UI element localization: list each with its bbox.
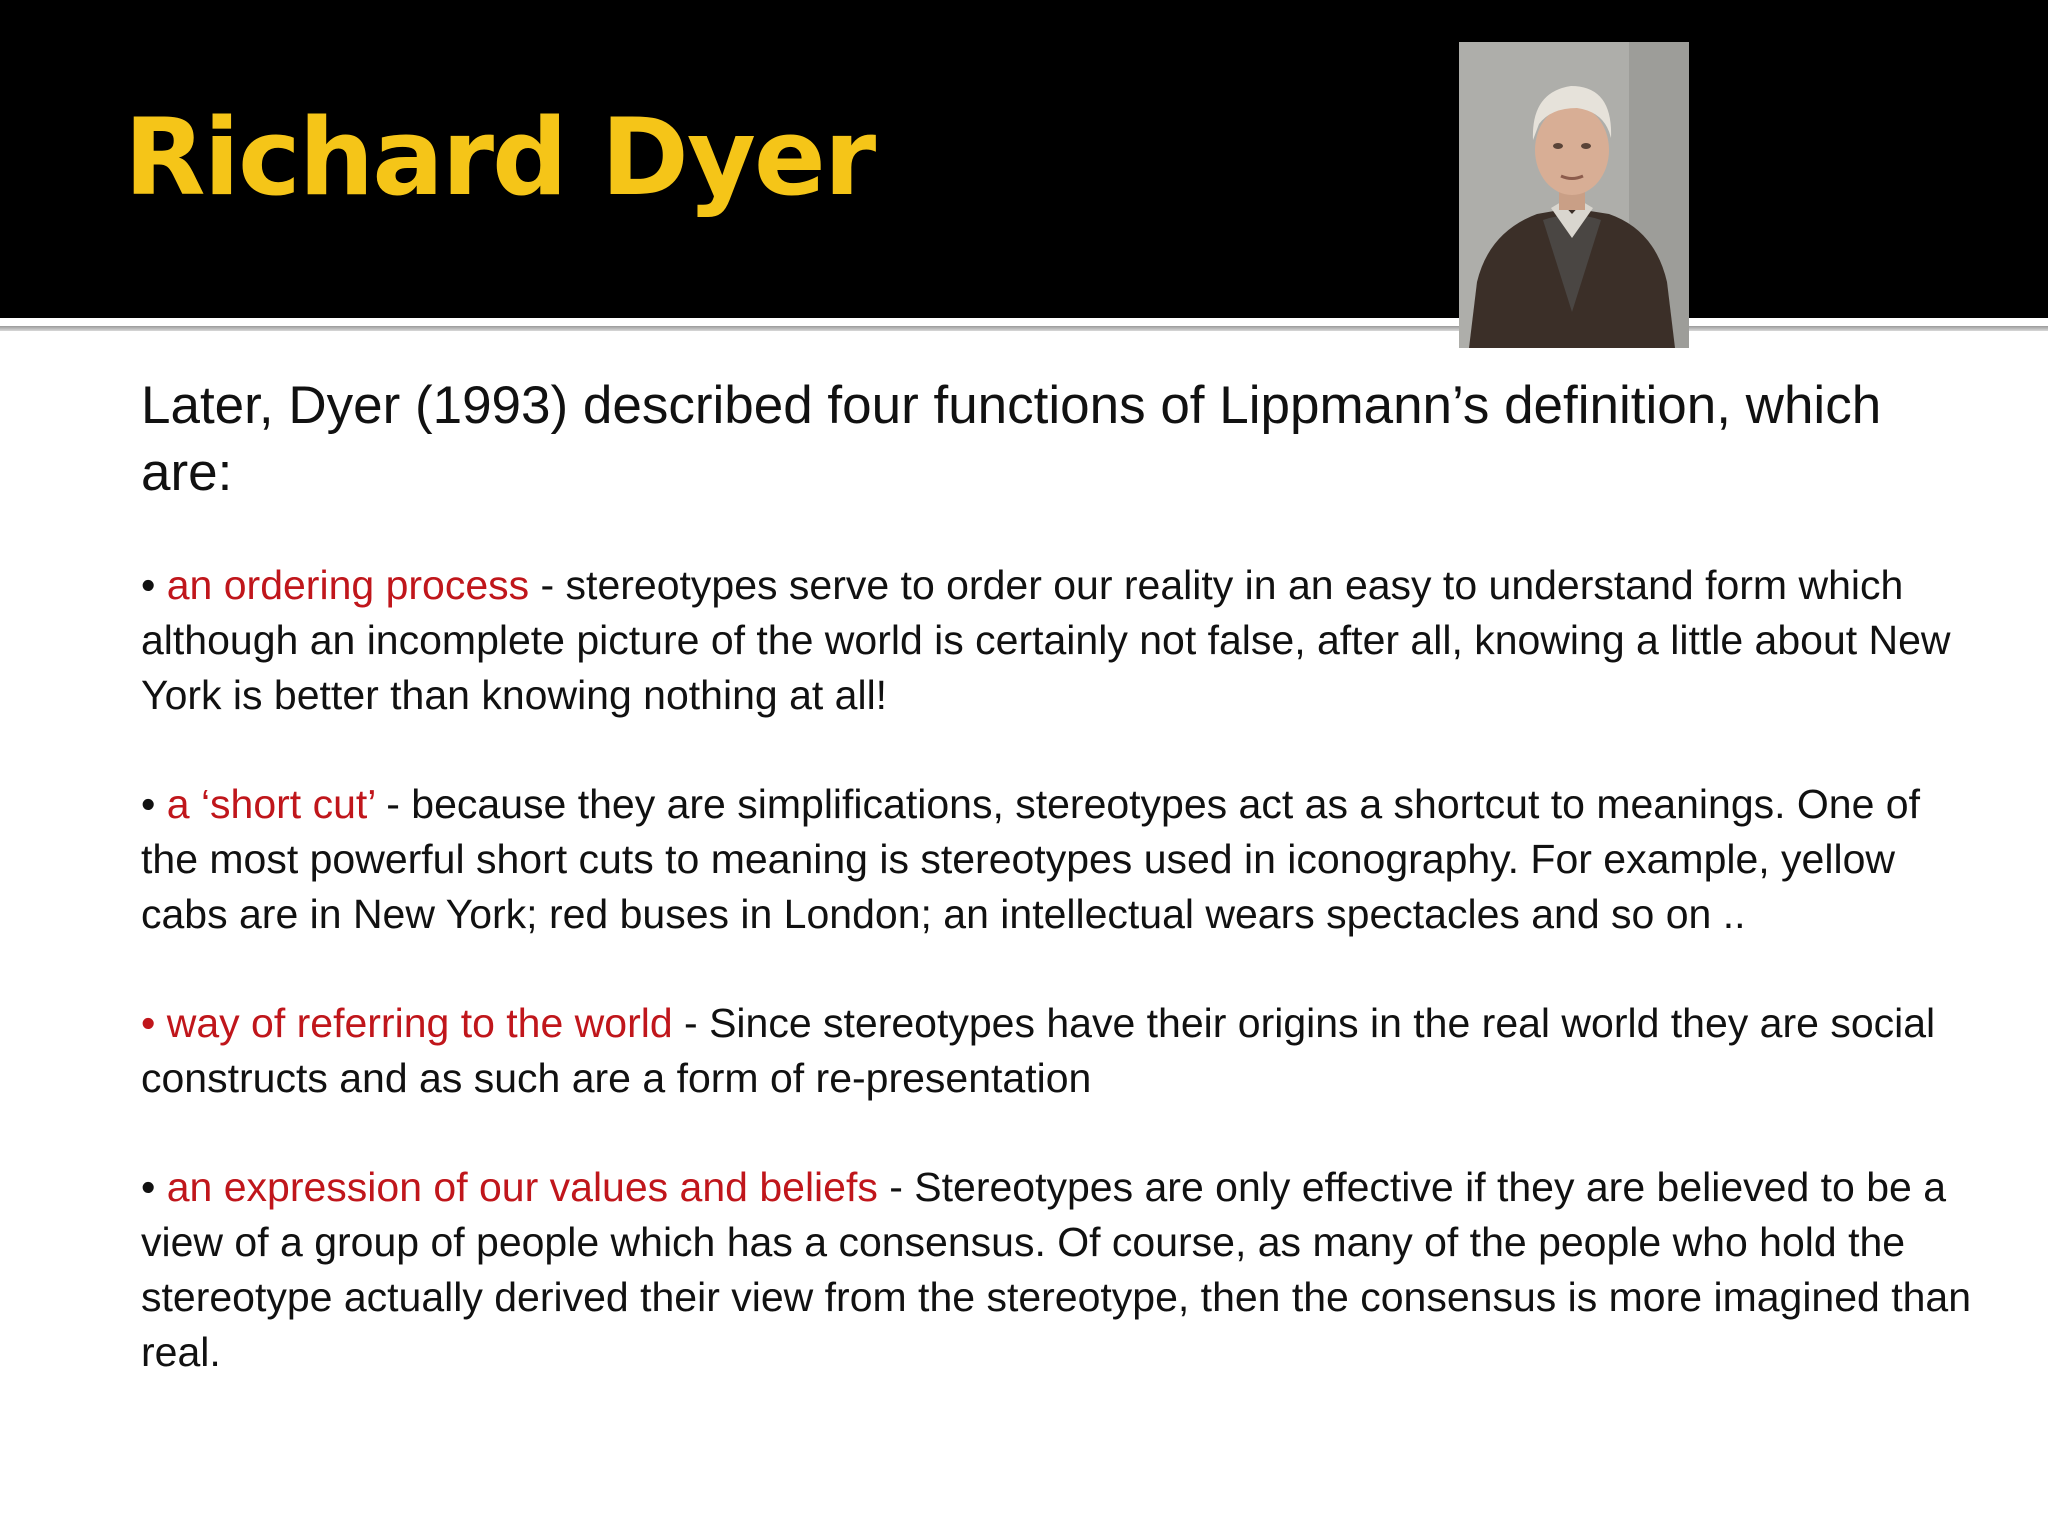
portrait-photo: [1459, 42, 1689, 348]
function-description: - because they are simplifications, stereotypes act as a shortcut to meanings. One of the most powerful short cuts to meaning is stereotypes used in iconography. For example, yellow cabs are in New York; red buses in London; an intellectual wears spectacles and so on ..: [141, 781, 1920, 937]
function-term: an ordering process: [166, 562, 530, 608]
header-gap: [0, 318, 2048, 326]
function-short-cut: [141, 777, 1981, 942]
portrait-illustration: [1459, 42, 1689, 348]
bullet: •: [141, 781, 167, 827]
function-values-and-beliefs: [141, 1160, 1981, 1380]
function-referring-to-world: [141, 996, 1981, 1106]
bullet: •: [141, 562, 167, 608]
function-description: - Since stereotypes have their origins in the real world they are social constructs and as such are a form of re-presentation: [141, 1000, 1936, 1101]
intro-paragraph: Later, Dyer (1993) described four functions of Lippmann’s definition, which are:: [141, 376, 1882, 502]
bullet: •: [141, 1164, 167, 1210]
slide-title: Richard Dyer: [124, 96, 875, 219]
header-divider: [0, 326, 2048, 331]
function-term: a ‘short cut’: [166, 781, 375, 827]
slide-body: [141, 372, 1981, 1434]
function-term: • way of referring to the world: [141, 1000, 673, 1046]
function-description: - stereotypes serve to order our reality in an easy to understand form which although an incomplete picture of the world is certainly not false, after all, knowing a little about New York is better than knowing nothing at all!: [141, 562, 1951, 718]
function-ordering-process: [141, 558, 1981, 723]
function-term: an expression of our values and beliefs: [166, 1164, 878, 1210]
function-description: - Stereotypes are only effective if they are believed to be a view of a group of people which has a consensus. Of course, as many of the people who hold the stereotype actually derived their view from the stereotype, then the consensus is more imagined than real.: [141, 1164, 1972, 1375]
